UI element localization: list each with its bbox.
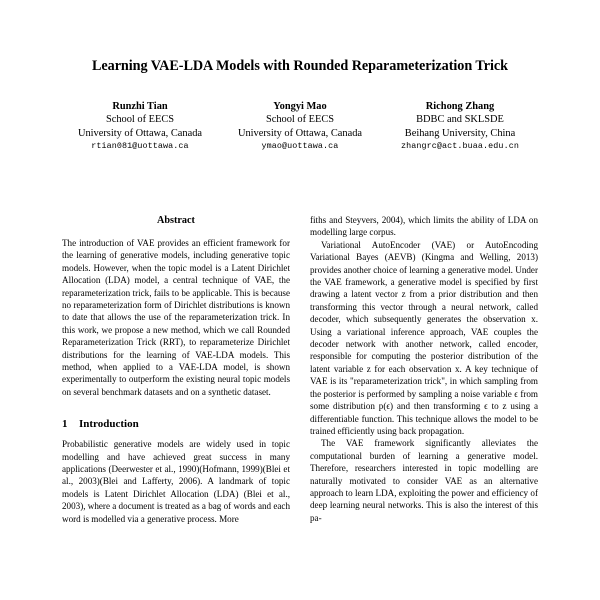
author-block-1 xyxy=(60,100,220,152)
abstract-heading: Abstract xyxy=(157,215,195,226)
author-institution: University of Ottawa, Canada xyxy=(237,127,363,139)
author-email[interactable]: rtian081@uottawa.ca xyxy=(91,141,189,152)
section-heading-introduction xyxy=(62,417,290,432)
right-paragraph-2: The VAE framework significantly alleviates the computational burden of learning a generative model. Therefore, researchers interested in topic modelling are naturally motivated to consider VAE as an alternative approach to learn LDA, exploiting the power and efficiency of deep learning neural networks. This is also the interest of this pa- xyxy=(310,438,538,523)
author-institution: University of Ottawa, Canada xyxy=(77,127,203,139)
author-department: School of EECS xyxy=(105,114,175,126)
section-title: Introduction xyxy=(79,418,139,431)
page-title: Learning VAE-LDA Models with Rounded Reparameterization Trick xyxy=(91,58,508,74)
author-name: Yongyi Mao xyxy=(273,101,327,112)
author-block-3 xyxy=(380,100,540,152)
author-email[interactable]: ymao@uottawa.ca xyxy=(261,141,339,152)
author-block-2 xyxy=(220,100,380,152)
column-right xyxy=(310,214,538,524)
author-name: Richong Zhang xyxy=(425,101,495,112)
section-spacer xyxy=(62,398,290,417)
section-number: 1 xyxy=(62,418,68,431)
author-department: School of EECS xyxy=(265,114,335,126)
introduction-paragraph-1: Probabilistic generative models are widely used in topic modelling and have achieved great success in many applications (Deerwester et al., 1990)(Hofmann, 1999)(Blei et al., 2003)(Blei and Lafferty, 2006). A landmark of topic models is Latent Dirichlet Allocation (LDA) (Blei et al., 2003), where a document is treated as a bag of words and each word is modelled via a generative process. More xyxy=(62,439,291,524)
right-paragraph-1: Variational AutoEncoder (VAE) or AutoEncoding Variational Bayes (AEVB) (Kingma and Welling, 2013) provides another choice of learning a generative model. Under the VAE framework, a generative model is specified by first drawing a latent vector z from a prior distribution and then transforming this vector through a neural network, called decoder, which subsequently generates the observation x. Using a variational inference approach, VAE couples the decoder network with another network, called encoder, responsible for computing the posterior distribution of the latent variable z for each observation x. A key technique of VAE is its "reparameterization trick", in which sampling from the posterior is performed by sampling a noise variable ϵ from some distribution p(ϵ) and then transforming ϵ to z using a differentiable function. This technique allows the model to be trained efficiently using back propagation. xyxy=(310,239,538,436)
author-email[interactable]: zhangrc@act.buaa.edu.cn xyxy=(401,141,519,152)
author-department: BDBC and SKLSDE xyxy=(416,114,504,126)
author-institution: Beihang University, China xyxy=(404,127,516,139)
abstract-body: The introduction of VAE provides an efficient framework for the learning of generative models, including generative topic models. However, when the topic model is a Latent Dirichlet Allocation (LDA) model, a central technique of VAE, the reparameterization trick, fails to be applicable. This is because no reparameterization form of Dirichlet distributions is known to date that allows the use of the reparameterization trick. In this work, we propose a new method, which we call Rounded Reparameterization Trick (RRT), to reparameterize Dirichlet distributions for the learning of VAE-LDA models. This method, when applied to a VAE-LDA model, is shown experimentally to outperform the existing neural topic models on several benchmark datasets and on a synthetic dataset. xyxy=(62,237,290,397)
continued-paragraph: fiths and Steyvers, 2004), which limits the ability of LDA on modelling large corpus. xyxy=(310,215,538,238)
author-list xyxy=(60,100,540,152)
author-name: Runzhi Tian xyxy=(112,101,168,112)
column-left xyxy=(62,214,290,525)
